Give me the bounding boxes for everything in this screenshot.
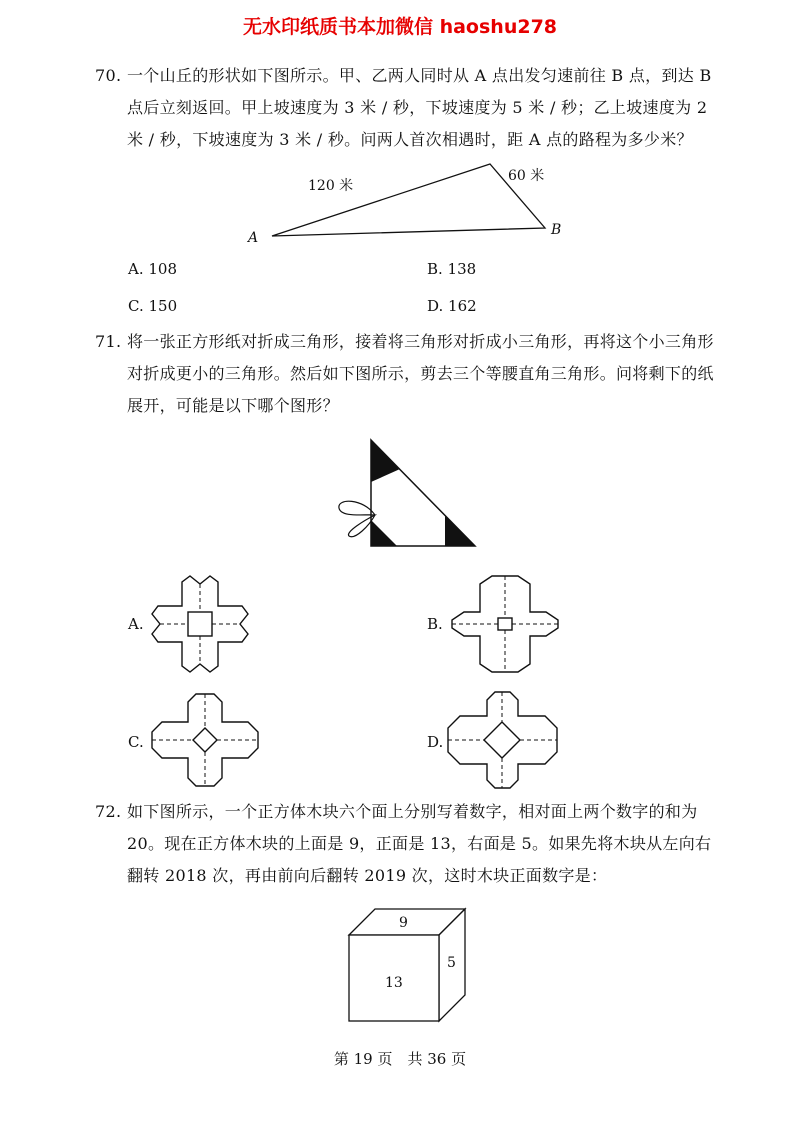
point-a-label: A (248, 230, 259, 246)
scissors-icon (339, 501, 375, 536)
question-number: 70. (95, 66, 122, 85)
cube-front-number: 13 (385, 975, 403, 991)
cut-corner-bottom-right (445, 516, 475, 546)
question-71 (95, 326, 720, 422)
hill-triangle (272, 164, 545, 236)
folded-paper-figure (335, 440, 485, 552)
option-shape-d[interactable] (445, 690, 560, 790)
option-label-a[interactable]: A. (128, 615, 144, 633)
watermark: 无水印纸质书本加微信 haoshu278 (242, 16, 558, 38)
option-b[interactable]: B. 138 (427, 260, 477, 278)
option-label-d[interactable]: D. (427, 733, 444, 751)
point-b-label: B (551, 222, 562, 238)
question-70 (95, 60, 720, 156)
cube-right-number: 5 (447, 955, 456, 971)
option-a[interactable]: A. 108 (128, 260, 177, 278)
option-shape-b[interactable] (450, 574, 560, 674)
page-footer: 第 19 页 共 36 页 (333, 1050, 467, 1068)
cube-top-number: 9 (399, 915, 408, 931)
label-120m: 120 米 (308, 178, 354, 194)
cube-figure (345, 905, 470, 1025)
option-shape-c[interactable] (150, 692, 260, 788)
option-shape-a[interactable] (150, 574, 250, 674)
question-number: 72. (95, 802, 122, 821)
question-text: 将一张正方形纸对折成三角形，接着将三角形对折成小三角形，再将这个小三角形对折成更小的三角形。然后如下图所示，剪去三个等腰直角三角形。问将剩下的纸展开，可能是以下哪个图形？ (127, 332, 714, 415)
question-text: 如下图所示，一个正方体木块六个面上分别写着数字，相对面上两个数字的和为 20。现在正方体木块的上面是 9，正面是 13，右面是 5。如果先将木块从左向右翻转 2018 次，再由前向后翻转 2019 次，这时木块正面数字是： (127, 802, 712, 885)
label-60m: 60 米 (508, 168, 545, 184)
option-label-b[interactable]: B. (427, 615, 443, 633)
option-label-c[interactable]: C. (128, 733, 144, 751)
question-text: 一个山丘的形状如下图所示。甲、乙两人同时从 A 点出发匀速前往 B 点，到达 B 点后立刻返回。甲上坡速度为 3 米 / 秒，下坡速度为 5 米 / 秒；乙上坡速度为 2 米 / 秒，下坡速度为 3 米 / 秒。问两人首次相遇时，距 A 点的路程为多少米？ (127, 66, 712, 149)
hill-figure (240, 160, 580, 250)
question-number: 71. (95, 332, 122, 351)
option-c[interactable]: C. 150 (128, 297, 178, 315)
option-d[interactable]: D. 162 (427, 297, 477, 315)
question-72 (95, 796, 720, 892)
